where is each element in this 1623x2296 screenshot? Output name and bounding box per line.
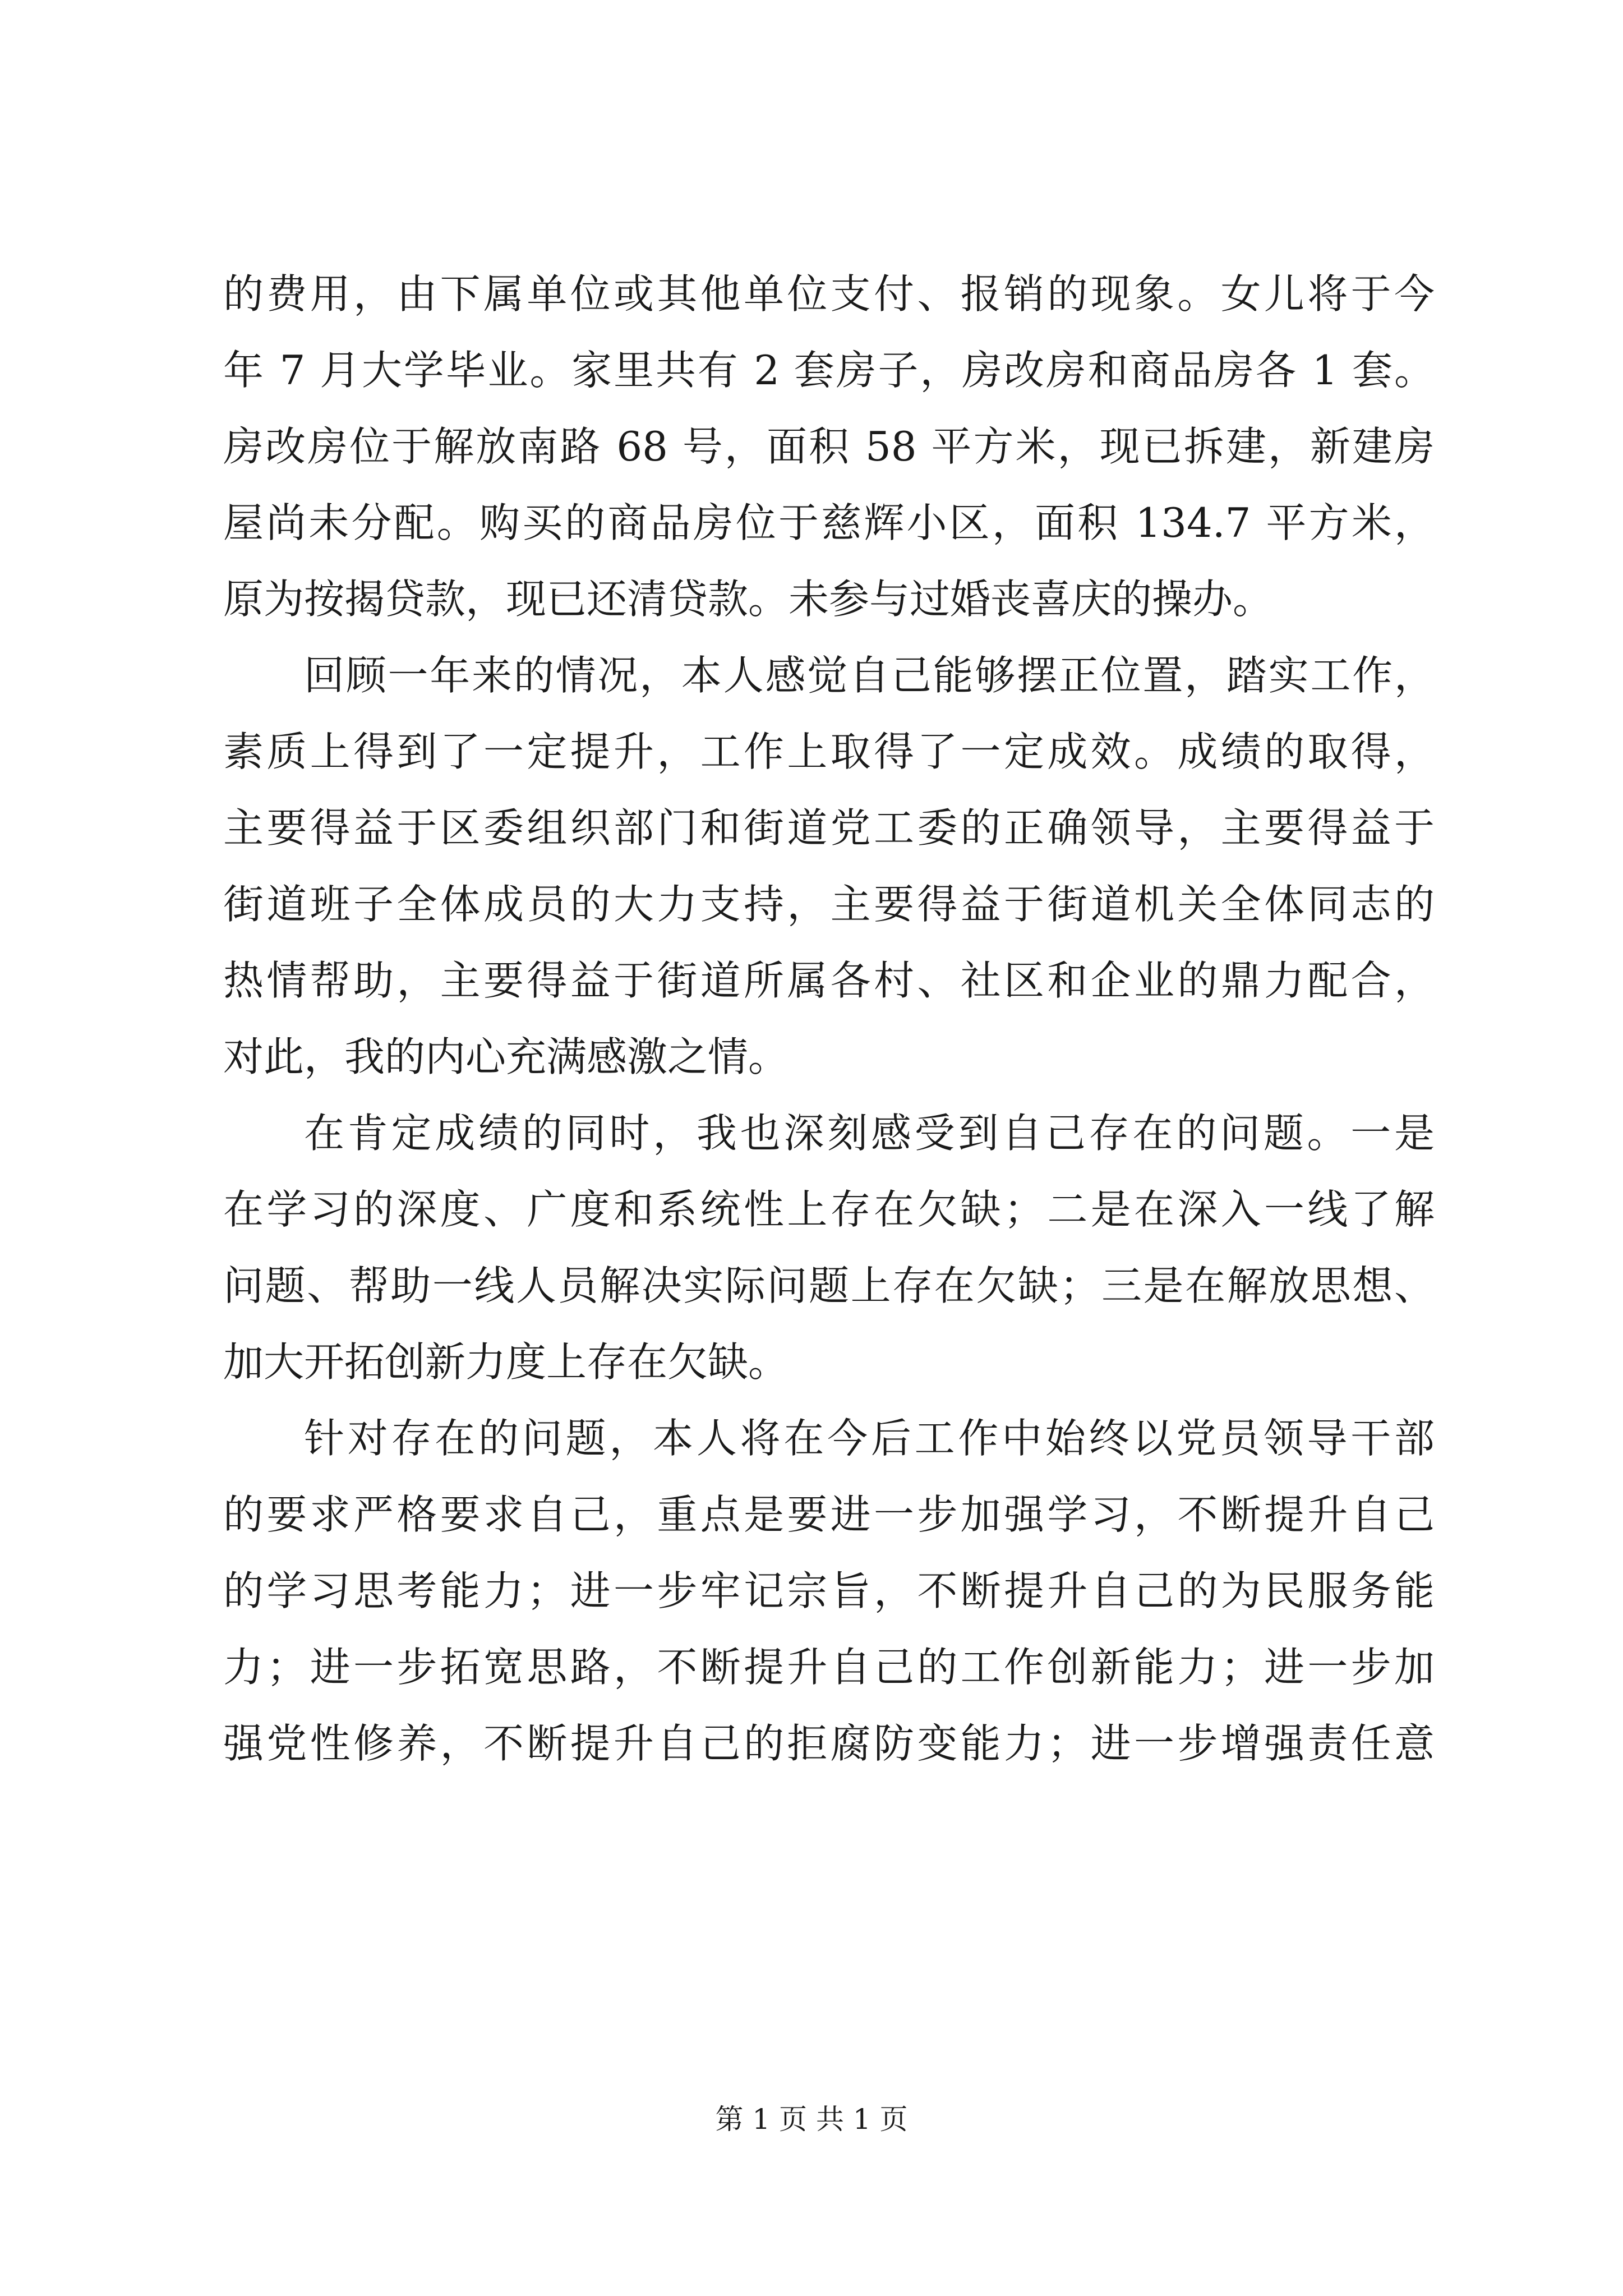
body-line: 房改房位于解放南路 68 号，面积 58 平方米，现已拆建，新建房 [223, 423, 1435, 470]
paragraph-first-line: 针对存在的问题，本人将在今后工作中始终以党员领导干部 [304, 1415, 1435, 1462]
body-line: 加大开拓创新力度上存在欠缺。 [223, 1338, 789, 1386]
body-line: 街道班子全体成员的大力支持，主要得益于街道机关全体同志的 [223, 881, 1435, 928]
body-line: 问题、帮助一线人员解决实际问题上存在欠缺；三是在解放思想、 [223, 1262, 1435, 1309]
body-line: 力；进一步拓宽思路，不断提升自己的工作创新能力；进一步加 [223, 1644, 1435, 1691]
body-line: 主要得益于区委组织部门和街道党工委的正确领导，主要得益于 [223, 804, 1435, 852]
body-line: 的要求严格要求自己，重点是要进一步加强学习，不断提升自己 [223, 1491, 1435, 1538]
body-line: 年 7 月大学毕业。家里共有 2 套房子，房改房和商品房各 1 套。 [223, 347, 1435, 394]
body-line: 强党性修养，不断提升自己的拒腐防变能力；进一步增强责任意 [223, 1720, 1435, 1767]
page-number-label: 第 1 页 共 1 页 [715, 2103, 908, 2136]
body-line: 素质上得到了一定提升，工作上取得了一定成效。成绩的取得， [223, 728, 1435, 775]
body-line: 屋尚未分配。购买的商品房位于慈辉小区，面积 134.7 平方米， [223, 499, 1435, 546]
body-line: 在学习的深度、广度和系统性上存在欠缺；二是在深入一线了解 [223, 1186, 1435, 1233]
page-footer [0, 2102, 1623, 2136]
body-line: 原为按揭贷款，现已还清贷款。未参与过婚丧喜庆的操办。 [223, 576, 1274, 623]
body-line: 热情帮助，主要得益于街道所属各村、社区和企业的鼎力配合， [223, 957, 1435, 1004]
paragraph-first-line: 在肯定成绩的同时，我也深刻感受到自己存在的问题。一是 [304, 1110, 1435, 1157]
body-line: 的学习思考能力；进一步牢记宗旨，不断提升自己的为民服务能 [223, 1567, 1435, 1614]
body-line: 的费用，由下属单位或其他单位支付、报销的现象。女儿将于今 [223, 270, 1435, 318]
body-line: 对此，我的内心充满感激之情。 [223, 1033, 789, 1080]
paragraph-first-line: 回顾一年来的情况，本人感觉自己能够摆正位置，踏实工作， [304, 652, 1435, 699]
document-body [223, 256, 1435, 1782]
